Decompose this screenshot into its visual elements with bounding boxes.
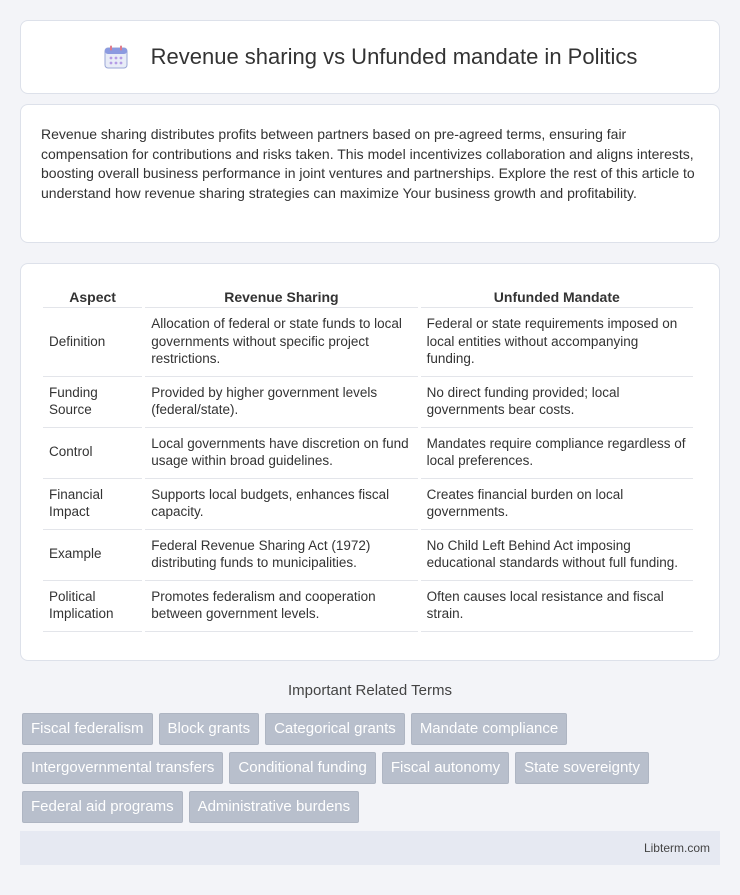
row-aspect: Financial Impact [43,479,142,530]
header-unfunded-mandate: Unfunded Mandate [421,284,693,308]
comparison-table [40,284,696,632]
row-aspect: Definition [43,308,142,377]
table-row [43,308,693,377]
footer [20,831,720,865]
related-term-tag[interactable]: Administrative burdens [189,791,360,823]
related-term-tag[interactable]: Mandate compliance [411,713,567,745]
related-term-tag[interactable]: Block grants [159,713,260,745]
related-terms-list [22,713,722,830]
related-terms-title: Important Related Terms [288,682,452,699]
footer-site-link[interactable]: Libterm.com [643,841,710,855]
related-term-tag[interactable]: State sovereignty [515,752,649,784]
row-revenue-sharing: Local governments have discretion on fund usage within broad guidelines. [145,428,417,479]
table-row [43,581,693,632]
row-unfunded-mandate: No direct funding provided; local governments bear costs. [421,377,693,428]
row-unfunded-mandate: Federal or state requirements imposed on local entities without accompanying funding. [421,308,693,377]
calendar-icon [103,44,129,70]
header-aspect: Aspect [43,284,142,308]
intro-paragraph: Revenue sharing distributes profits between partners based on pre-agreed terms, ensuring fair compensation for contributions and risks taken. This model incentivizes collaboration and aligns interests, boosting overall business performance in joint ventures and partnerships. Explore the rest of this article to understand how revenue sharing strategies can maximize Your business growth and profitability. [41,126,695,201]
row-unfunded-mandate: Creates financial burden on local governments. [421,479,693,530]
related-term-tag[interactable]: Categorical grants [265,713,405,745]
row-aspect: Political Implication [43,581,142,632]
intro-card [20,104,720,243]
related-term-tag[interactable]: Intergovernmental transfers [22,752,223,784]
header-revenue-sharing: Revenue Sharing [145,284,417,308]
row-revenue-sharing: Allocation of federal or state funds to local governments without specific project restrictions. [145,308,417,377]
header-card [20,20,720,94]
related-term-tag[interactable]: Federal aid programs [22,791,183,823]
row-aspect: Funding Source [43,377,142,428]
row-unfunded-mandate: No Child Left Behind Act imposing educational standards without full funding. [421,530,693,581]
related-term-tag[interactable]: Conditional funding [229,752,375,784]
related-term-tag[interactable]: Fiscal autonomy [382,752,509,784]
row-revenue-sharing: Supports local budgets, enhances fiscal capacity. [145,479,417,530]
table-header-row [43,284,693,308]
row-revenue-sharing: Federal Revenue Sharing Act (1972) distributing funds to municipalities. [145,530,417,581]
page-title: Revenue sharing vs Unfunded mandate in Politics [150,44,638,69]
row-unfunded-mandate: Mandates require compliance regardless of local preferences. [421,428,693,479]
row-aspect: Example [43,530,142,581]
comparison-card [20,263,720,661]
table-row [43,428,693,479]
table-row [43,530,693,581]
row-revenue-sharing: Promotes federalism and cooperation between government levels. [145,581,417,632]
row-revenue-sharing: Provided by higher government levels (federal/state). [145,377,417,428]
row-unfunded-mandate: Often causes local resistance and fiscal strain. [421,581,693,632]
table-row [43,479,693,530]
related-term-tag[interactable]: Fiscal federalism [22,713,153,745]
table-row [43,377,693,428]
row-aspect: Control [43,428,142,479]
